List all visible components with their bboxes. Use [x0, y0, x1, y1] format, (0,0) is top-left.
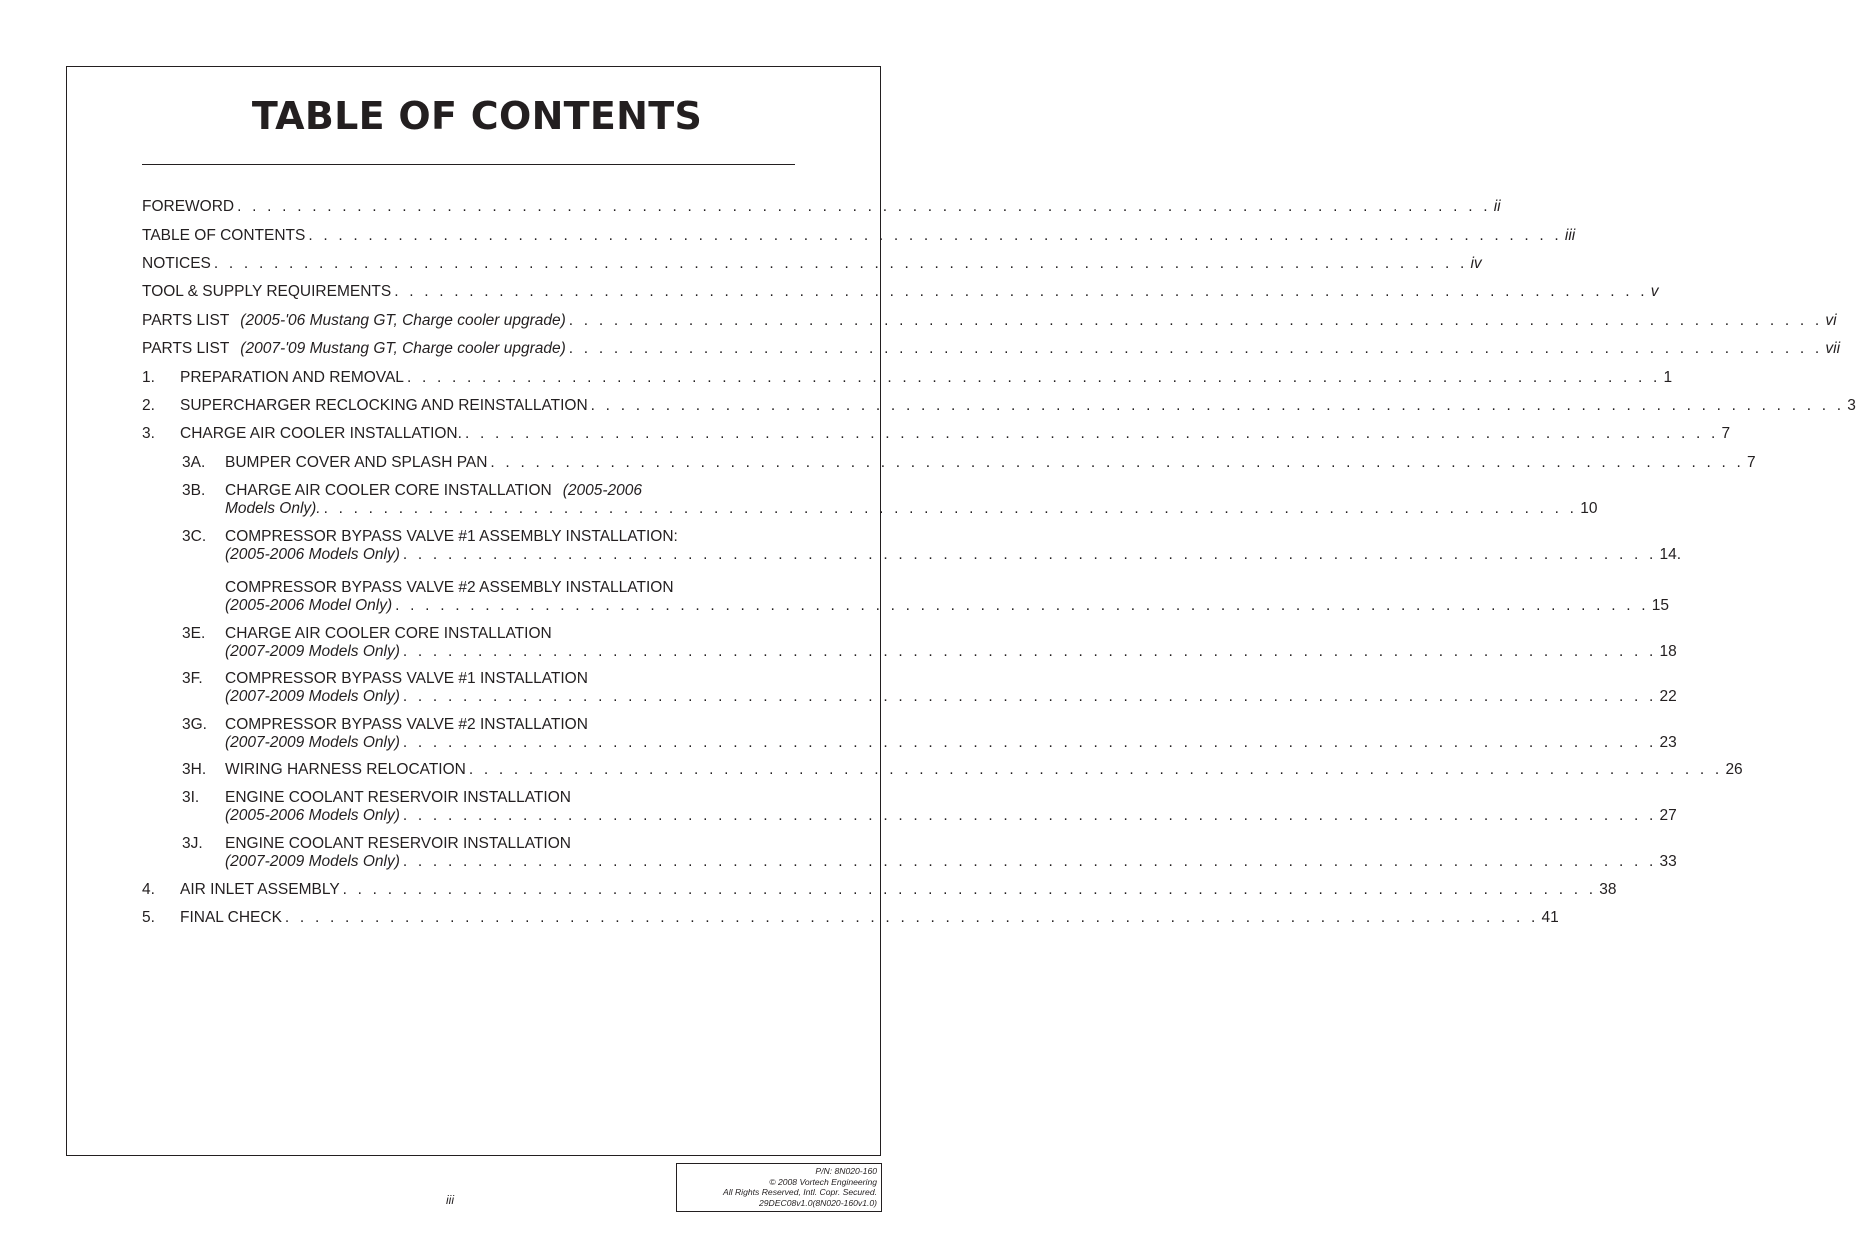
entry-title: COMPRESSOR BYPASS VALVE #2 INSTALLATION: [225, 716, 588, 733]
entry-body: [142, 255, 1482, 273]
entry-title: TABLE OF CONTENTS: [142, 227, 306, 244]
entry-body: [225, 482, 1598, 518]
toc-entry[interactable]: [182, 625, 1677, 661]
section-number: 3H.: [182, 761, 207, 778]
entry-line: [142, 198, 1501, 216]
entry-line: [225, 528, 795, 546]
entry-title: NOTICES: [142, 255, 211, 272]
entry-line: [225, 761, 1743, 779]
dot-leader: . . . . . . . . . . . . . . . . . . . . . . . . . . . . . . . . . . . . . . . . . . . . . . . . . . . . . . . . . . . . . . . . . . . . . . . . . . . . . . . . . . . .: [402, 643, 1657, 660]
entry-body: [180, 369, 1673, 387]
entry-line: [225, 688, 1677, 706]
toc-entry[interactable]: [182, 528, 1682, 564]
toc-entry[interactable]: [142, 397, 1856, 415]
toc-entry[interactable]: [182, 716, 1677, 752]
page-number-ref: iii: [1564, 227, 1576, 244]
toc-entry[interactable]: [142, 255, 1482, 273]
dot-leader: . . . . . . . . . . . . . . . . . . . . . . . . . . . . . . . . . . . . . . . . . . . . . . . . . . . . . . . . . . . . . . . . . . . . . . . . . . . . . . . . . . . .: [464, 425, 1719, 442]
entry-line: [142, 283, 1659, 301]
dot-leader: . . . . . . . . . . . . . . . . . . . . . . . . . . . . . . . . . . . . . . . . . . . . . . . . . . . . . . . . . . . . . . . . . . . . . . . . . . . . . . . . . . . .: [568, 340, 1823, 357]
entry-subtitle: Models Only).: [225, 500, 321, 517]
entry-body: [142, 198, 1501, 216]
entry-body: [142, 227, 1576, 245]
entry-line: [225, 482, 795, 500]
toc-entry[interactable]: [182, 579, 1669, 615]
entry-title: COMPRESSOR BYPASS VALVE #1 ASSEMBLY INSTALLATION:: [225, 528, 678, 545]
entry-title: CHARGE AIR COOLER CORE INSTALLATION: [225, 625, 552, 642]
entry-title: BUMPER COVER AND SPLASH PAN: [225, 454, 488, 471]
page-number-ref: 7: [1721, 425, 1731, 442]
entry-title: TOOL & SUPPLY REQUIREMENTS: [142, 283, 392, 300]
page-number-ref: 14.: [1659, 546, 1682, 563]
entry-subtitle: (2005-2006: [562, 482, 643, 499]
entry-line: [180, 425, 1731, 443]
dot-leader: . . . . . . . . . . . . . . . . . . . . . . . . . . . . . . . . . . . . . . . . . . . . . . . . . . . . . . . . . . . . . . . . . . . . . . . . . . . . . . . . . . . .: [213, 255, 1468, 272]
entry-line: [142, 255, 1482, 273]
entry-line: [180, 397, 1856, 415]
entry-line: [225, 643, 1677, 661]
entry-line: [225, 734, 1677, 752]
revision-line: 29DEC08v1.0(8N020-160v1.0): [759, 1197, 877, 1208]
toc-entry[interactable]: [142, 283, 1659, 301]
entry-body: [142, 283, 1659, 301]
dot-leader: . . . . . . . . . . . . . . . . . . . . . . . . . . . . . . . . . . . . . . . . . . . . . . . . . . . . . . . . . . . . . . . . . . . . . . . . . . . . . . . . . . . .: [237, 198, 1491, 215]
entry-line: [225, 454, 1756, 472]
dot-leader: . . . . . . . . . . . . . . . . . . . . . . . . . . . . . . . . . . . . . . . . . . . . . . . . . . . . . . . . . . . . . . . . . . . . . . . . . . . . . . . . . . . .: [308, 227, 1562, 244]
entry-title: ENGINE COOLANT RESERVOIR INSTALLATION: [225, 789, 571, 806]
page-number-ref: 22: [1659, 688, 1677, 705]
entry-title: CHARGE AIR COOLER CORE INSTALLATION: [225, 482, 552, 499]
page-number: iii: [446, 1193, 454, 1207]
entry-body: [142, 312, 1837, 330]
entry-title: WIRING HARNESS RELOCATION: [225, 761, 466, 778]
toc-entry[interactable]: [142, 881, 1617, 899]
page-number-ref: 41: [1541, 909, 1559, 926]
entry-subtitle: (2005-2006 Models Only): [225, 807, 400, 824]
section-number: 3G.: [182, 716, 207, 733]
page-number-ref: 27: [1659, 807, 1677, 824]
entry-subtitle: (2007-2009 Models Only): [225, 688, 400, 705]
entry-line: [225, 625, 795, 643]
entry-title: SUPERCHARGER RECLOCKING AND REINSTALLATION: [180, 397, 588, 414]
toc-entry[interactable]: [142, 340, 1841, 358]
entry-body: [225, 716, 1677, 752]
entry-title: PARTS LIST: [142, 340, 230, 357]
entry-body: [180, 909, 1559, 927]
dot-leader: . . . . . . . . . . . . . . . . . . . . . . . . . . . . . . . . . . . . . . . . . . . . . . . . . . . . . . . . . . . . . . . . . . . . . . . . . . . . . . . . . . . .: [323, 500, 1578, 517]
section-number: 3.: [142, 425, 155, 442]
entry-body: [225, 454, 1756, 472]
entry-body: [180, 397, 1856, 415]
entry-subtitle: (2007-2009 Models Only): [225, 734, 400, 751]
section-number: 3J.: [182, 835, 203, 852]
toc-entry[interactable]: [142, 425, 1731, 443]
entry-line: [142, 340, 1841, 358]
entry-subtitle: (2007-2009 Models Only): [225, 643, 400, 660]
entry-body: [225, 670, 1677, 706]
toc-entry[interactable]: [142, 369, 1673, 387]
toc-entry[interactable]: [182, 454, 1756, 472]
dot-leader: . . . . . . . . . . . . . . . . . . . . . . . . . . . . . . . . . . . . . . . . . . . . . . . . . . . . . . . . . . . . . . . . . . . . . . . . . . . . . . . . . . . .: [468, 761, 1723, 778]
toc-entry[interactable]: [142, 198, 1501, 216]
toc-entry[interactable]: [182, 761, 1743, 779]
entry-line: [225, 807, 1677, 825]
page-number-ref: vii: [1825, 340, 1841, 357]
entry-body: [225, 761, 1743, 779]
entry-body: [142, 340, 1841, 358]
page-number-ref: 26: [1725, 761, 1743, 778]
dot-leader: . . . . . . . . . . . . . . . . . . . . . . . . . . . . . . . . . . . . . . . . . . . . . . . . . . . . . . . . . . . . . . . . . . . . . . . . . . . . . . . . . . . .: [342, 881, 1597, 898]
dot-leader: . . . . . . . . . . . . . . . . . . . . . . . . . . . . . . . . . . . . . . . . . . . . . . . . . . . . . . . . . . . . . . . . . . . . . . . . . . . . . . . . . . . .: [402, 546, 1657, 563]
entry-line: [225, 500, 1598, 518]
entry-body: [180, 881, 1617, 899]
entry-title: CHARGE AIR COOLER INSTALLATION.: [180, 425, 462, 442]
section-number: 4.: [142, 881, 155, 898]
page-number-ref: 33: [1659, 853, 1677, 870]
page-number-ref: 3: [1847, 397, 1856, 414]
dot-leader: . . . . . . . . . . . . . . . . . . . . . . . . . . . . . . . . . . . . . . . . . . . . . . . . . . . . . . . . . . . . . . . . . . . . . . . . . . . . . . . . . . . .: [402, 807, 1657, 824]
entry-subtitle: (2007-2009 Models Only): [225, 853, 400, 870]
toc-entry[interactable]: [142, 909, 1559, 927]
entry-subtitle: (2005-2006 Models Only): [225, 546, 400, 563]
section-number: 3E.: [182, 625, 206, 642]
dot-leader: . . . . . . . . . . . . . . . . . . . . . . . . . . . . . . . . . . . . . . . . . . . . . . . . . . . . . . . . . . . . . . . . . . . . . . . . . . . . . . . . . . . .: [284, 909, 1539, 926]
page-number-ref: 15: [1651, 597, 1669, 614]
rights-line: All Rights Reserved, Intl. Copr. Secured.: [723, 1187, 877, 1198]
entry-line: [180, 881, 1617, 899]
entry-body: [225, 625, 1677, 661]
page-number-ref: ii: [1493, 198, 1501, 215]
page-number-ref: vi: [1825, 312, 1837, 329]
dot-leader: . . . . . . . . . . . . . . . . . . . . . . . . . . . . . . . . . . . . . . . . . . . . . . . . . . . . . . . . . . . . . . . . . . . . . . . . . . . . . . . . . . . .: [406, 369, 1661, 386]
toc-entry[interactable]: [182, 789, 1677, 825]
entry-subtitle: (2005-'06 Mustang GT, Charge cooler upgrade): [240, 312, 566, 329]
entry-body: [225, 835, 1677, 871]
dot-leader: . . . . . . . . . . . . . . . . . . . . . . . . . . . . . . . . . . . . . . . . . . . . . . . . . . . . . . . . . . . . . . . . . . . . . . . . . . . . . . . . . . . .: [402, 734, 1657, 751]
entry-body: [180, 425, 1731, 443]
entry-title: PREPARATION AND REMOVAL: [180, 369, 404, 386]
entry-line: [225, 597, 1669, 615]
section-number: 3F.: [182, 670, 203, 687]
toc-entry[interactable]: [182, 835, 1677, 871]
dot-leader: . . . . . . . . . . . . . . . . . . . . . . . . . . . . . . . . . . . . . . . . . . . . . . . . . . . . . . . . . . . . . . . . . . . . . . . . . . . . . . . . . . . .: [402, 853, 1657, 870]
entry-line: [225, 579, 795, 597]
section-number: 5.: [142, 909, 155, 926]
entry-body: [225, 579, 1669, 615]
toc-entry[interactable]: [182, 482, 1598, 518]
page-number-ref: v: [1650, 283, 1659, 300]
dot-leader: . . . . . . . . . . . . . . . . . . . . . . . . . . . . . . . . . . . . . . . . . . . . . . . . . . . . . . . . . . . . . . . . . . . . . . . . . . . . . . . . . . . .: [568, 312, 1823, 329]
toc-entry[interactable]: [142, 312, 1837, 330]
entry-line: [225, 789, 795, 807]
dot-leader: . . . . . . . . . . . . . . . . . . . . . . . . . . . . . . . . . . . . . . . . . . . . . . . . . . . . . . . . . . . . . . . . . . . . . . . . . . . . . . . . . . . .: [402, 688, 1657, 705]
page-number-ref: 18: [1659, 643, 1677, 660]
part-number: P/N: 8N020-160: [815, 1166, 877, 1176]
entry-title: FINAL CHECK: [180, 909, 282, 926]
entry-line: [225, 853, 1677, 871]
entry-title: COMPRESSOR BYPASS VALVE #2 ASSEMBLY INSTALLATION: [225, 579, 674, 596]
copyright-box: [676, 1163, 882, 1212]
entry-line: [225, 670, 795, 688]
entry-subtitle: (2005-2006 Model Only): [225, 597, 393, 614]
entry-body: [225, 789, 1677, 825]
dot-leader: . . . . . . . . . . . . . . . . . . . . . . . . . . . . . . . . . . . . . . . . . . . . . . . . . . . . . . . . . . . . . . . . . . . . . . . . . . . . . . . . . . . .: [490, 454, 1744, 471]
entry-line: [180, 909, 1559, 927]
page-number-ref: 23: [1659, 734, 1677, 751]
entry-title: ENGINE COOLANT RESERVOIR INSTALLATION: [225, 835, 571, 852]
page-number-ref: 7: [1747, 454, 1756, 471]
section-number: 3I.: [182, 789, 200, 806]
copyright-line: © 2008 Vortech Engineering: [769, 1176, 877, 1187]
page-number-ref: iv: [1470, 255, 1482, 272]
dot-leader: . . . . . . . . . . . . . . . . . . . . . . . . . . . . . . . . . . . . . . . . . . . . . . . . . . . . . . . . . . . . . . . . . . . . . . . . . . . . . . . . . . . .: [395, 597, 1649, 614]
entry-title: PARTS LIST: [142, 312, 230, 329]
toc-entry[interactable]: [182, 670, 1677, 706]
entry-line: [142, 312, 1837, 330]
page-number-ref: 38: [1599, 881, 1617, 898]
dot-leader: . . . . . . . . . . . . . . . . . . . . . . . . . . . . . . . . . . . . . . . . . . . . . . . . . . . . . . . . . . . . . . . . . . . . . . . . . . . . . . . . . . . .: [394, 283, 1648, 300]
page-number-ref: 1: [1663, 369, 1673, 386]
entry-line: [225, 716, 795, 734]
section-number: 3A.: [182, 454, 206, 471]
section-number: 1.: [142, 369, 155, 386]
entry-body: [225, 528, 1682, 564]
entry-subtitle: (2007-'09 Mustang GT, Charge cooler upgrade): [240, 340, 566, 357]
entry-title: FOREWORD: [142, 198, 235, 215]
section-number: 2.: [142, 397, 155, 414]
section-number: 3C.: [182, 528, 207, 545]
page-number-ref: 10: [1580, 500, 1598, 517]
section-number: 3B.: [182, 482, 206, 499]
toc-entry[interactable]: [142, 227, 1576, 245]
entry-line: [180, 369, 1673, 387]
page-title: TABLE OF CONTENTS: [251, 94, 703, 138]
dot-leader: . . . . . . . . . . . . . . . . . . . . . . . . . . . . . . . . . . . . . . . . . . . . . . . . . . . . . . . . . . . . . . . . . . . . . . . . . . . . . . . . . . . .: [590, 397, 1845, 414]
entry-line: [142, 227, 1576, 245]
entry-title: COMPRESSOR BYPASS VALVE #1 INSTALLATION: [225, 670, 588, 687]
entry-line: [225, 546, 1682, 564]
entry-line: [225, 835, 795, 853]
entry-title: AIR INLET ASSEMBLY: [180, 881, 340, 898]
